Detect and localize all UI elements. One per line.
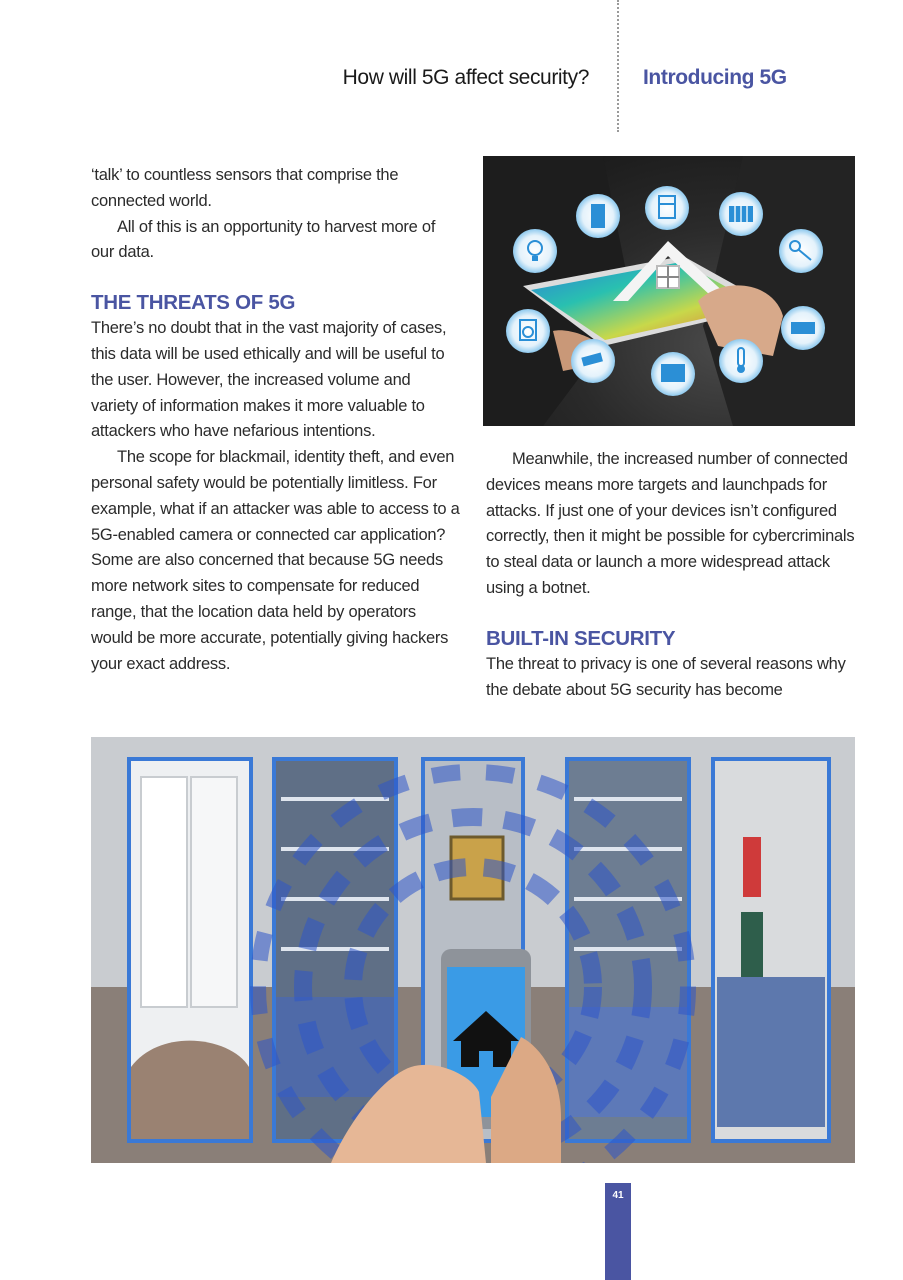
paragraph: There’s no doubt that in the vast majority of cases, this data will be used ethically and will be useful to the user. However, the increased volume and variety of information makes it more valuable to attackers who have nefarious intentions. <box>91 319 447 441</box>
nursery-panel <box>713 759 829 1141</box>
radiator-icon <box>719 192 763 236</box>
router-icon <box>781 306 825 350</box>
right-column <box>486 447 856 703</box>
page-number: 41 <box>612 1190 624 1201</box>
section-title: How will 5G affect security? <box>342 66 589 89</box>
header-divider <box>617 0 619 132</box>
appliance-icon <box>645 186 689 230</box>
paragraph: Meanwhile, the increased number of connected devices means more targets and launchpads for attacks. If just one of your devices isn’t configured correctly, then it might be possible for cybercriminals to steal data or launch a more widespread attack using a botnet. <box>486 450 855 597</box>
left-column <box>91 163 461 677</box>
lightbulb-icon <box>513 229 557 273</box>
bookshelf-panel <box>567 759 689 1141</box>
smart-home-illustration <box>483 156 855 426</box>
smart-phone-living-room-photo <box>91 737 855 1163</box>
window-blind-icon <box>651 352 695 396</box>
key-icon <box>779 229 823 273</box>
section-heading-built-in-security: BUILT-IN SECURITY <box>486 626 676 650</box>
washing-machine-icon <box>506 309 550 353</box>
chapter-title: Introducing 5G <box>643 66 787 89</box>
paragraph: ‘talk’ to countless sensors that comprise the connected world. <box>91 166 399 210</box>
paragraph: The threat to privacy is one of several reasons why the debate about 5G security has become <box>486 654 846 699</box>
paragraph: All of this is an opportunity to harvest more of our data. <box>91 217 436 262</box>
thermometer-icon <box>719 339 763 383</box>
smart-home-tablet-photo <box>483 156 855 426</box>
section-heading-threats: THE THREATS OF 5G <box>91 291 296 315</box>
camera-icon <box>571 339 615 383</box>
door-icon <box>576 194 620 238</box>
phone-signal-illustration <box>91 737 855 1163</box>
paragraph: The scope for blackmail, identity theft, and even personal safety would be potentially limitless. For example, what if an attacker was able to access to a 5G-enabled camera or connected car application? Some are also concerned that because 5G needs more network sites to compensate for reduced range, that the location data held by operators would be more accurate, potentially giving hackers your exact address. <box>91 448 460 673</box>
window-panel <box>129 759 251 1141</box>
